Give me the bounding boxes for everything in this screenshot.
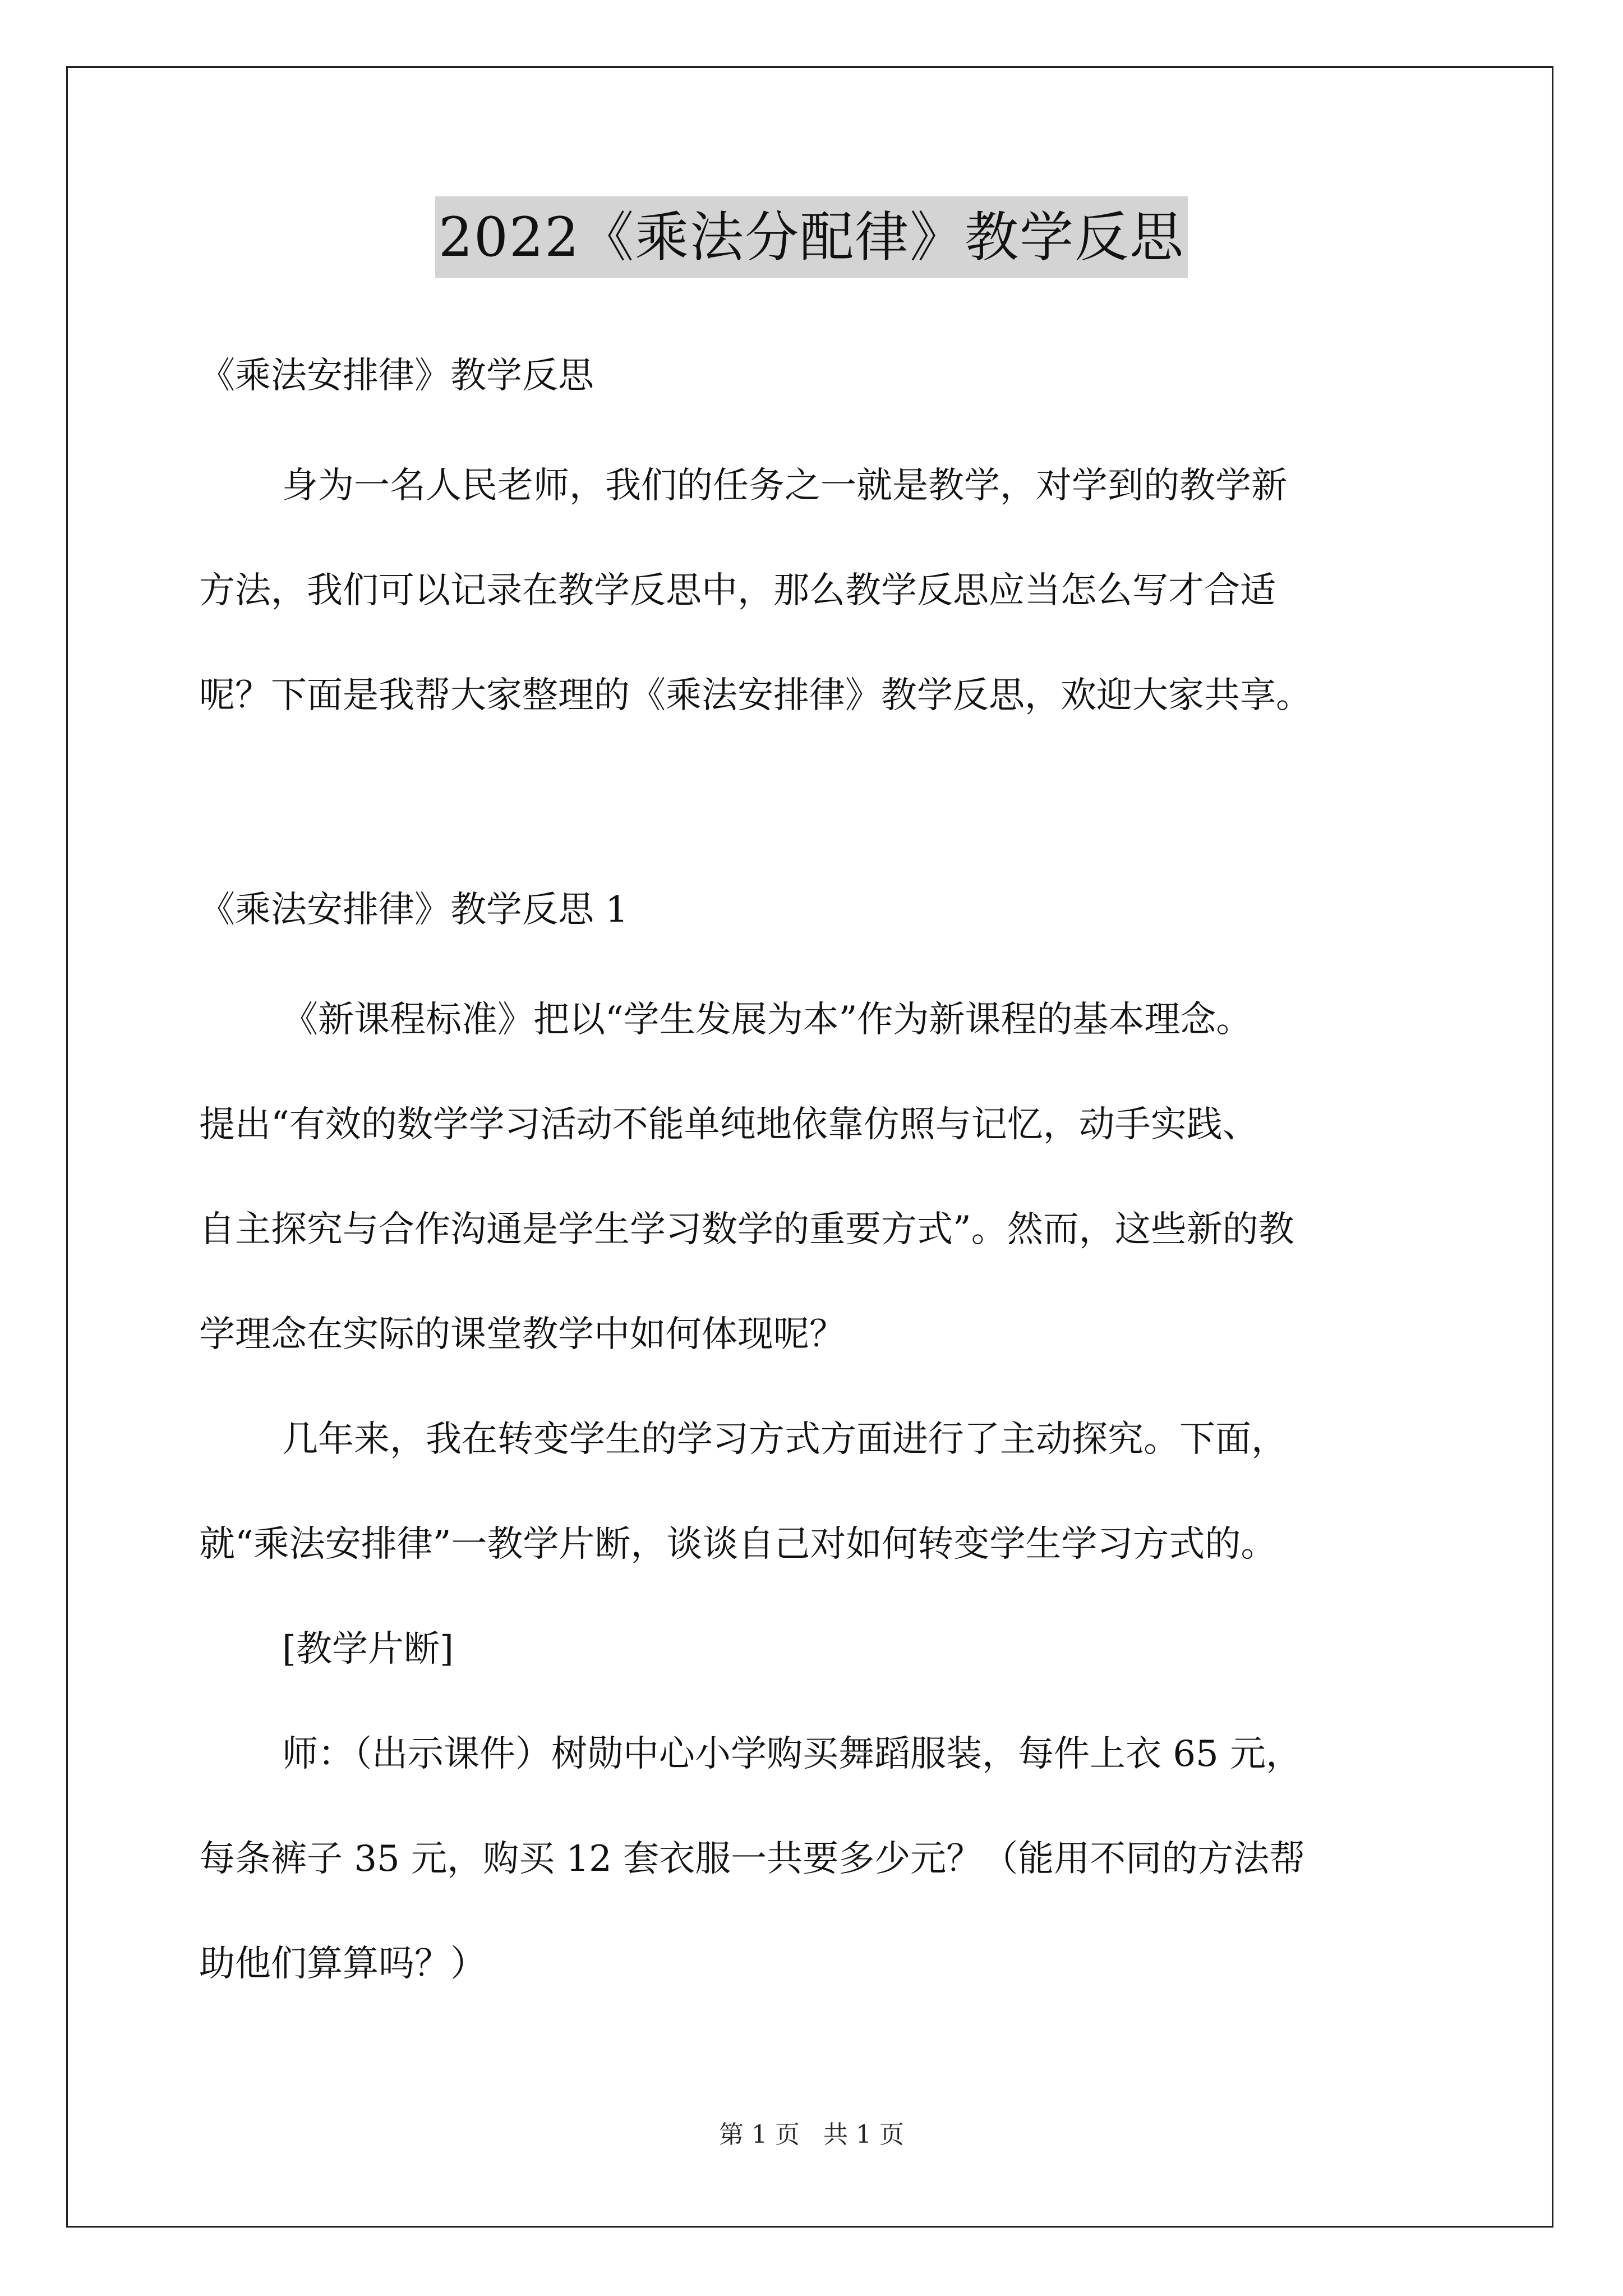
paragraph-line: 《新课程标准》把以“学生发展为本”作为新课程的基本理念。 bbox=[282, 999, 1252, 1041]
document-title: 2022《乘法分配律》教学反思 bbox=[435, 196, 1188, 278]
page-number: 第 1 页 bbox=[719, 2120, 800, 2149]
paragraph-line: 师：（出示课件）树勋中心小学购买舞蹈服装，每件上衣 65 元， bbox=[282, 1733, 1302, 1775]
page-total: 共 1 页 bbox=[823, 2120, 904, 2149]
paragraph-line: 就“乘法安排律”一教学片断，谈谈自己对如何转变学生学习方式的。 bbox=[199, 1524, 1277, 1565]
paragraph-line: 每条裤子 35 元，购买 12 套衣服一共要多少元？（能用不同的方法帮 bbox=[199, 1838, 1306, 1880]
paragraph-line: 提出“有效的数学学习活动不能单纯地依靠仿照与记忆，动手实践、 bbox=[199, 1104, 1258, 1145]
paragraph-line: 几年来，我在转变学生的学习方式方面进行了主动探究。下面， bbox=[282, 1419, 1287, 1460]
fragment-label: [教学片断] bbox=[282, 1628, 454, 1670]
intro-line: 方法，我们可以记录在教学反思中，那么教学反思应当怎么写才合适 bbox=[199, 570, 1276, 611]
paragraph-line: 助他们算算吗？） bbox=[199, 1943, 486, 1985]
page-footer bbox=[0, 2119, 1623, 2151]
title-container bbox=[0, 196, 1623, 278]
intro-line: 身为一名人民老师，我们的任务之一就是教学，对学到的教学新 bbox=[282, 465, 1287, 507]
intro-line: 呢？下面是我帮大家整理的《乘法安排律》教学反思，欢迎大家共享。 bbox=[199, 675, 1312, 716]
section-heading: 《乘法安排律》教学反思 1 bbox=[199, 889, 629, 931]
paragraph-line: 学理念在实际的课堂教学中如何体现呢？ bbox=[199, 1314, 845, 1355]
paragraph-line: 自主探究与合作沟通是学生学习数学的重要方式”。然而，这些新的教 bbox=[199, 1209, 1294, 1250]
subtitle: 《乘法安排律》教学反思 bbox=[199, 355, 594, 397]
